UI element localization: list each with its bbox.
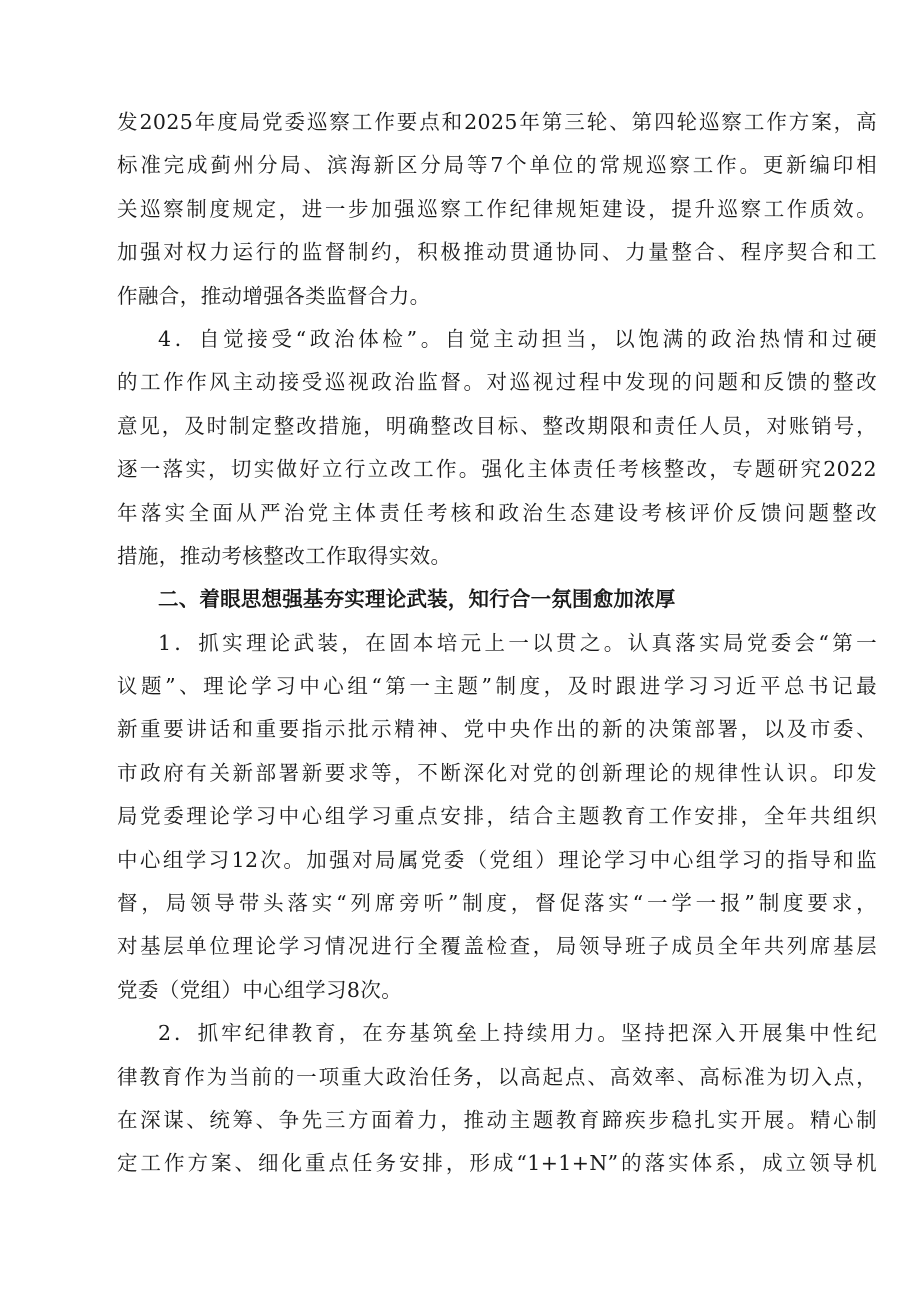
paragraph-discipline-education: [117, 1012, 877, 1186]
text-line: 2．抓牢纪律教育，在夯基筑垒上持续用力。坚持把深入开展集中性纪: [158, 1021, 877, 1046]
text-line: 作融合，推动增强各类监督合力。: [117, 283, 431, 308]
text-line: 新重要讲话和重要指示批示精神、党中央作出的新的决策部署，以及市委、: [117, 717, 877, 742]
text-line: 市政府有关新部署新要求等，不断深化对党的创新理论的规律性认识。印发: [117, 760, 877, 785]
paragraph-theory-study: [117, 622, 877, 1013]
text-line: 在深谋、统筹、争先三方面着力，推动主题教育蹄疾步稳扎实开展。精心制: [117, 1107, 877, 1132]
text-line: 对基层单位理论学习情况进行全覆盖检查，局领导班子成员全年共列席基层: [117, 934, 877, 959]
text-line: 标准完成蓟州分局、滨海新区分局等7个单位的常规巡察工作。更新编印相: [117, 153, 877, 178]
text-line: 督，局领导带头落实“列席旁听”制度，督促落实“一学一报”制度要求，: [117, 891, 877, 916]
text-line: 4．自觉接受“政治体检”。自觉主动担当，以饱满的政治热情和过硬: [158, 326, 877, 351]
document-body: [117, 101, 877, 1186]
paragraph-political-checkup: [117, 318, 877, 578]
text-line: 党委（党组）中心组学习8次。: [117, 977, 403, 1002]
text-line: 年落实全面从严治党主体责任考核和政治生态建设考核评价反馈问题整改: [117, 500, 877, 525]
text-line: 逐一落实，切实做好立行立改工作。强化主体责任考核整改，专题研究2022: [117, 457, 877, 482]
section-heading: 二、着眼思想强基夯实理论武装，知行合一氛围愈加浓厚: [158, 587, 676, 612]
text-line: 议题”、理论学习中心组“第一主题”制度，及时跟进学习习近平总书记最: [117, 674, 877, 699]
text-line: 发2025年度局党委巡察工作要点和2025年第三轮、第四轮巡察工作方案，高: [117, 110, 877, 134]
text-line: 律教育作为当前的一项重大政治任务，以高起点、高效率、高标准为切入点，: [117, 1064, 877, 1089]
text-line: 加强对权力运行的监督制约，积极推动贯通协同、力量整合、程序契合和工: [117, 240, 877, 265]
text-line: 关巡察制度规定，进一步加强巡察工作纪律规矩建设，提升巡察工作质效。: [117, 196, 877, 221]
paragraph-inspection-work: [117, 101, 877, 318]
text-line: 意见，及时制定整改措施，明确整改目标、整改期限和责任人员，对账销号，: [117, 413, 877, 438]
text-line: 中心组学习12次。加强对局属党委（党组）理论学习中心组学习的指导和监: [117, 847, 877, 872]
text-line: 定工作方案、细化重点任务安排，形成“1+1+N”的落实体系，成立领导机: [117, 1151, 877, 1176]
text-line: 1．抓实理论武装，在固本培元上一以贯之。认真落实局党委会“第一: [158, 630, 877, 655]
text-line: 局党委理论学习中心组学习重点安排，结合主题教育工作安排，全年共组织: [117, 804, 877, 829]
text-line: 措施，推动考核整改工作取得实效。: [117, 543, 452, 568]
text-line: 的工作作风主动接受巡视政治监督。对巡视过程中发现的问题和反馈的整改: [117, 370, 877, 395]
